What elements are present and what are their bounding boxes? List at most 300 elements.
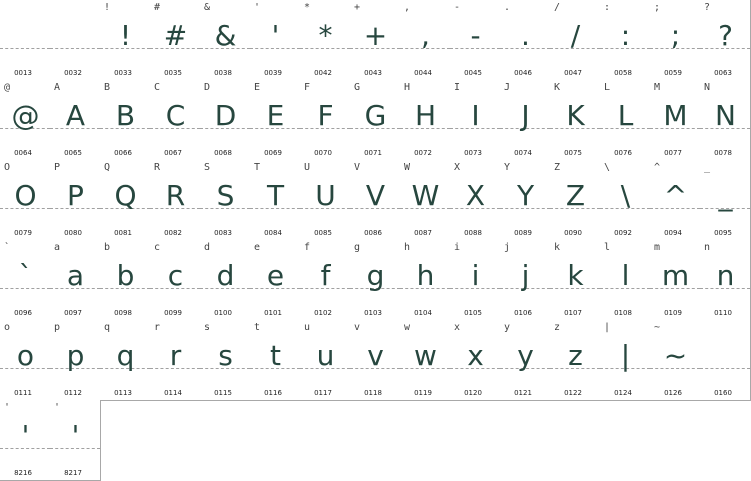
glyph-sample: u	[316, 339, 335, 372]
glyph-sample: h	[416, 259, 435, 292]
glyph-code: 0075	[564, 149, 582, 157]
glyph-code: 0071	[364, 149, 382, 157]
glyph-cell[interactable]	[300, 240, 351, 321]
glyph-sample: j	[521, 259, 530, 292]
glyph-cell[interactable]	[250, 160, 301, 241]
glyph-cell-label: w	[404, 322, 411, 333]
glyph-cell-label: |	[604, 322, 611, 333]
glyph-sample: q	[116, 339, 135, 372]
glyph-sample: r	[169, 339, 182, 372]
glyph-cell[interactable]	[100, 160, 151, 241]
glyph-cell[interactable]	[100, 240, 151, 321]
glyph-cell[interactable]	[200, 320, 251, 401]
glyph-sample: \	[620, 179, 631, 212]
glyph-cell[interactable]	[100, 0, 151, 81]
glyph-sample: F	[317, 99, 334, 132]
glyph-code: 0094	[664, 229, 682, 237]
glyph-code: 0089	[514, 229, 532, 237]
glyph-code: 8216	[14, 469, 32, 477]
glyph-cell[interactable]	[300, 320, 351, 401]
glyph-cell[interactable]	[450, 0, 501, 81]
glyph-cell[interactable]	[50, 400, 101, 481]
glyph-cell[interactable]	[500, 240, 551, 321]
glyph-cell-label: p	[54, 322, 61, 333]
glyph-code: 0069	[264, 149, 282, 157]
glyph-cell-label: &	[204, 2, 211, 13]
glyph-cell-label: ?	[704, 2, 711, 13]
glyph-sample: U	[315, 179, 336, 212]
glyph-cell-label: L	[604, 82, 611, 93]
glyph-cell[interactable]	[200, 240, 251, 321]
glyph-sample: &	[214, 19, 237, 52]
glyph-cell-label: :	[604, 2, 611, 13]
glyph-sample: a	[66, 259, 85, 292]
glyph-code: 0082	[164, 229, 182, 237]
glyph-cell[interactable]	[700, 160, 751, 241]
glyph-sample: `	[18, 259, 33, 292]
glyph-sample: R	[165, 179, 186, 212]
glyph-cell-label: `	[4, 242, 11, 253]
glyph-cell-label: y	[504, 322, 511, 333]
glyph-code: 0114	[164, 389, 182, 397]
glyph-code: 0046	[514, 69, 532, 77]
glyph-sample: @	[11, 99, 40, 132]
glyph-code: 0080	[64, 229, 82, 237]
glyph-code: 0068	[214, 149, 232, 157]
glyph-sample: V	[365, 179, 386, 212]
glyph-code: 0104	[414, 309, 432, 317]
glyph-sample	[50, 14, 101, 58]
glyph-cell-label: V	[354, 162, 361, 173]
glyph-sample: ,	[421, 19, 430, 52]
glyph-cell-label: z	[554, 322, 561, 333]
glyph-cell-label: b	[104, 242, 111, 253]
glyph-cell[interactable]	[500, 0, 551, 81]
glyph-code: 0097	[64, 309, 82, 317]
glyph-code: 0044	[414, 69, 432, 77]
glyph-sample: E	[266, 99, 285, 132]
glyph-sample: C	[165, 99, 186, 132]
glyph-cell[interactable]	[450, 80, 501, 161]
glyph-code: 0063	[714, 69, 732, 77]
glyph-code: 0115	[214, 389, 232, 397]
glyph-cell[interactable]	[250, 320, 301, 401]
glyph-code: 0073	[464, 149, 482, 157]
glyph-code: 0117	[314, 389, 332, 397]
glyph-cell-label: K	[554, 82, 561, 93]
glyph-code: 0119	[414, 389, 432, 397]
glyph-code: 0111	[14, 389, 32, 397]
glyph-sample: Z	[565, 179, 586, 212]
glyph-cell[interactable]	[550, 240, 601, 321]
glyph-code: 0045	[464, 69, 482, 77]
glyph-cell-label: .	[504, 2, 511, 13]
glyph-cell-label: T	[254, 162, 261, 173]
glyph-cell[interactable]	[400, 0, 451, 81]
glyph-cell[interactable]	[600, 240, 651, 321]
glyph-sample: w	[414, 339, 437, 372]
glyph-cell-label: H	[404, 82, 411, 93]
glyph-cell-label: @	[4, 82, 11, 93]
glyph-cell-label: t	[254, 322, 261, 333]
glyph-sample: ^	[663, 179, 688, 212]
glyph-sample: J	[521, 99, 530, 132]
glyph-cell[interactable]	[650, 240, 701, 321]
glyph-cell-label: D	[204, 82, 211, 93]
glyph-cell[interactable]	[0, 320, 51, 401]
glyph-code: 8217	[64, 469, 82, 477]
glyph-code: 0101	[264, 309, 282, 317]
glyph-code: 0122	[564, 389, 582, 397]
glyph-cell[interactable]	[350, 0, 401, 81]
glyph-code: 0106	[514, 309, 532, 317]
glyph-code: 0079	[14, 229, 32, 237]
glyph-cell[interactable]	[50, 80, 101, 161]
glyph-sample: n	[716, 259, 735, 292]
glyph-cell-label: O	[4, 162, 11, 173]
glyph-cell-label: n	[704, 242, 711, 253]
glyph-cell-label: ,	[404, 2, 411, 13]
glyph-cell[interactable]	[100, 80, 151, 161]
glyph-cell-label: j	[504, 242, 511, 253]
glyph-cell[interactable]	[550, 0, 601, 81]
glyph-sample: /	[570, 19, 581, 52]
glyph-sample: e	[266, 259, 285, 292]
glyph-sample: H	[414, 99, 437, 132]
glyph-cell-label: G	[354, 82, 361, 93]
glyph-cell[interactable]	[200, 160, 251, 241]
glyph-cell-label: N	[704, 82, 711, 93]
glyph-code: 0090	[564, 229, 582, 237]
glyph-code: 0110	[714, 309, 732, 317]
glyph-cell[interactable]	[650, 320, 701, 401]
glyph-sample	[0, 14, 51, 58]
glyph-cell[interactable]	[200, 0, 251, 81]
glyph-code: 0124	[614, 389, 632, 397]
glyph-cell-label: e	[254, 242, 261, 253]
glyph-cell-label: S	[204, 162, 211, 173]
glyph-sample: Y	[516, 179, 535, 212]
glyph-code: 0105	[464, 309, 482, 317]
glyph-cell-label: ~	[654, 322, 661, 333]
glyph-cell-label: '	[4, 402, 11, 413]
glyph-cell-label: P	[54, 162, 61, 173]
glyph-cell[interactable]	[0, 240, 51, 321]
glyph-cell-label: *	[304, 2, 311, 13]
glyph-cell[interactable]	[400, 320, 451, 401]
glyph-cell-label: /	[554, 2, 561, 13]
glyph-code: 0043	[364, 69, 382, 77]
glyph-sample: d	[216, 259, 235, 292]
glyph-code: 0070	[314, 149, 332, 157]
glyph-cell[interactable]	[150, 160, 201, 241]
glyph-code: 0087	[414, 229, 432, 237]
glyph-code: 0113	[114, 389, 132, 397]
glyph-cell-label: Y	[504, 162, 511, 173]
glyph-cell-label: v	[354, 322, 361, 333]
glyph-sample: y	[517, 339, 534, 372]
glyph-code: 0103	[364, 309, 382, 317]
glyph-sample: s	[218, 339, 233, 372]
glyph-cell-label: s	[204, 322, 211, 333]
glyph-code: 0107	[564, 309, 582, 317]
glyph-sample: .	[521, 19, 530, 52]
glyph-sample: z	[568, 339, 583, 372]
glyph-cell-label: k	[554, 242, 561, 253]
glyph-cell-label: B	[104, 82, 111, 93]
glyph-code: 0126	[664, 389, 682, 397]
glyph-code: 0088	[464, 229, 482, 237]
glyph-sample: x	[467, 339, 484, 372]
glyph-sample: ?	[718, 19, 733, 52]
glyph-cell[interactable]	[450, 160, 501, 241]
glyph-cell[interactable]	[350, 80, 401, 161]
glyph-code: 0058	[614, 69, 632, 77]
glyph-cell-label: ^	[654, 162, 661, 173]
glyph-code: 0077	[664, 149, 682, 157]
glyph-sample: ~	[663, 339, 688, 372]
glyph-sample: X	[465, 179, 486, 212]
glyph-code: 0081	[114, 229, 132, 237]
glyph-cell[interactable]	[650, 160, 701, 241]
glyph-sample: G	[364, 99, 387, 132]
glyph-sample: P	[67, 179, 84, 212]
glyph-cell[interactable]	[500, 160, 551, 241]
glyph-code: 0095	[714, 229, 732, 237]
glyph-code: 0109	[664, 309, 682, 317]
glyph-cell-label: #	[154, 2, 161, 13]
glyph-cell-label: q	[104, 322, 111, 333]
glyph-sample: _	[718, 179, 733, 212]
glyph-cell-label: W	[404, 162, 411, 173]
glyph-cell[interactable]	[450, 320, 501, 401]
glyph-code: 0116	[264, 389, 282, 397]
glyph-sample: Q	[114, 179, 137, 212]
glyph-sample: :	[620, 19, 631, 52]
glyph-cell-label: \	[604, 162, 611, 173]
glyph-cell-label: a	[54, 242, 61, 253]
glyph-code: 0100	[214, 309, 232, 317]
glyph-code: 0085	[314, 229, 332, 237]
glyph-cell[interactable]	[350, 320, 401, 401]
glyph-cell-label: X	[454, 162, 461, 173]
glyph-cell[interactable]	[50, 240, 101, 321]
glyph-code: 0074	[514, 149, 532, 157]
glyph-cell[interactable]	[400, 240, 451, 321]
glyph-cell-label: g	[354, 242, 361, 253]
glyph-code: 0076	[614, 149, 632, 157]
glyph-cell-label: J	[504, 82, 511, 93]
glyph-cell[interactable]	[650, 80, 701, 161]
glyph-cell-label: M	[654, 82, 661, 93]
glyph-sample: K	[566, 99, 585, 132]
glyph-sample: b	[116, 259, 135, 292]
glyph-cell[interactable]	[0, 0, 51, 81]
glyph-sample: T	[266, 179, 285, 212]
glyph-sample: L	[617, 99, 634, 132]
glyph-cell-label: A	[54, 82, 61, 93]
glyph-cell[interactable]	[400, 160, 451, 241]
glyph-cell-label: R	[154, 162, 161, 173]
glyph-cell[interactable]	[550, 80, 601, 161]
glyph-cell[interactable]	[150, 240, 201, 321]
glyph-cell[interactable]	[550, 160, 601, 241]
glyph-code: 0121	[514, 389, 532, 397]
glyph-code: 0066	[114, 149, 132, 157]
glyph-sample	[700, 334, 751, 378]
glyph-cell-label: F	[304, 82, 311, 93]
glyph-sample: M	[663, 99, 688, 132]
glyph-cell-label: l	[604, 242, 611, 253]
glyph-cell[interactable]	[0, 160, 51, 241]
glyph-sample: N	[715, 99, 736, 132]
glyph-code: 0098	[114, 309, 132, 317]
glyph-cell[interactable]	[600, 160, 651, 241]
glyph-code: 0118	[364, 389, 382, 397]
glyph-code: 0047	[564, 69, 582, 77]
glyph-code: 0039	[264, 69, 282, 77]
glyph-sample: |	[620, 339, 631, 372]
glyph-sample: I	[471, 99, 480, 132]
glyph-code: 0102	[314, 309, 332, 317]
glyph-sample: f	[320, 259, 331, 292]
glyph-code: 0013	[14, 69, 32, 77]
glyph-sample: W	[411, 179, 440, 212]
glyph-sample: '	[271, 19, 280, 52]
glyph-code: 0120	[464, 389, 482, 397]
glyph-cell-label: ;	[654, 2, 661, 13]
glyph-cell[interactable]	[700, 80, 751, 161]
glyph-code: 0112	[64, 389, 82, 397]
glyph-cell-label: d	[204, 242, 211, 253]
glyph-code: 0084	[264, 229, 282, 237]
glyph-cell[interactable]	[250, 240, 301, 321]
glyph-code: 0078	[714, 149, 732, 157]
glyph-cell[interactable]	[650, 0, 701, 81]
glyph-cell-label: h	[404, 242, 411, 253]
glyph-cell[interactable]	[150, 80, 201, 161]
glyph-sample: m	[661, 259, 690, 292]
glyph-sample: '	[21, 419, 30, 452]
glyph-cell[interactable]	[700, 240, 751, 321]
glyph-sample: S	[216, 179, 235, 212]
glyph-cell-label: Q	[104, 162, 111, 173]
glyph-sample: l	[621, 259, 630, 292]
glyph-cell[interactable]	[250, 0, 301, 81]
glyph-cell[interactable]	[400, 80, 451, 161]
glyph-code: 0042	[314, 69, 332, 77]
glyph-cell[interactable]	[150, 320, 201, 401]
glyph-cell[interactable]	[50, 160, 101, 241]
glyph-cell[interactable]	[350, 160, 401, 241]
glyph-cell[interactable]	[300, 0, 351, 81]
glyph-cell[interactable]	[500, 80, 551, 161]
glyph-cell-label: o	[4, 322, 11, 333]
glyph-code: 0033	[114, 69, 132, 77]
glyph-code: 0072	[414, 149, 432, 157]
glyph-cell[interactable]	[550, 320, 601, 401]
glyph-cell-label: U	[304, 162, 311, 173]
glyph-code: 0096	[14, 309, 32, 317]
glyph-cell-label: '	[254, 2, 261, 13]
glyph-cell-label: '	[54, 402, 61, 413]
glyph-cell[interactable]	[50, 0, 101, 81]
glyph-cell[interactable]	[250, 80, 301, 161]
glyph-cell[interactable]	[600, 320, 651, 401]
glyph-cell[interactable]	[500, 320, 551, 401]
glyph-cell-label: I	[454, 82, 461, 93]
glyph-sample: #	[163, 19, 188, 52]
glyph-sample: i	[471, 259, 480, 292]
glyph-code: 0064	[14, 149, 32, 157]
glyph-cell[interactable]	[600, 80, 651, 161]
glyph-sample: *	[318, 19, 333, 52]
glyph-sample: +	[363, 19, 388, 52]
glyph-cell-label: i	[454, 242, 461, 253]
glyph-code: 0108	[614, 309, 632, 317]
glyph-cell[interactable]	[350, 240, 401, 321]
glyph-sample: D	[214, 99, 237, 132]
glyph-cell-label: +	[354, 2, 361, 13]
glyph-code: 0099	[164, 309, 182, 317]
glyph-code: 0067	[164, 149, 182, 157]
glyph-cell[interactable]	[700, 0, 751, 81]
glyph-cell-label: f	[304, 242, 311, 253]
glyph-sample: k	[567, 259, 584, 292]
glyph-code: 0160	[714, 389, 732, 397]
glyph-code: 0032	[64, 69, 82, 77]
glyph-sample: '	[71, 419, 80, 452]
glyph-cell-label: u	[304, 322, 311, 333]
glyph-sample: O	[14, 179, 37, 212]
glyph-cell[interactable]	[300, 160, 351, 241]
glyph-cell[interactable]	[300, 80, 351, 161]
glyph-sample: p	[66, 339, 85, 372]
glyph-code: 0065	[64, 149, 82, 157]
glyph-code: 0086	[364, 229, 382, 237]
glyph-code: 0083	[214, 229, 232, 237]
glyph-cell[interactable]	[450, 240, 501, 321]
glyph-cell-label: r	[154, 322, 161, 333]
glyph-cell-label: !	[104, 2, 111, 13]
glyph-code: 0035	[164, 69, 182, 77]
glyph-cell[interactable]	[0, 80, 51, 161]
glyph-sample: !	[119, 19, 132, 52]
glyph-sample: v	[367, 339, 384, 372]
glyph-code: 0092	[614, 229, 632, 237]
glyph-cell-label: -	[454, 2, 461, 13]
glyph-sample: A	[65, 99, 86, 132]
glyph-code: 0038	[214, 69, 232, 77]
glyph-sample: ;	[670, 19, 681, 52]
glyph-cell-label: m	[654, 242, 661, 253]
glyph-sample: c	[167, 259, 184, 292]
glyph-cell[interactable]	[50, 320, 101, 401]
glyph-cell-label: x	[454, 322, 461, 333]
glyph-cell-label: _	[704, 162, 711, 173]
glyph-cell[interactable]	[600, 0, 651, 81]
glyph-cell[interactable]	[200, 80, 251, 161]
glyph-cell[interactable]	[0, 400, 51, 481]
glyph-cell[interactable]	[100, 320, 151, 401]
glyph-code: 0059	[664, 69, 682, 77]
glyph-cell-label: E	[254, 82, 261, 93]
glyph-sample: g	[366, 259, 385, 292]
glyph-cell[interactable]	[150, 0, 201, 81]
glyph-cell[interactable]	[700, 320, 751, 401]
glyph-sample: -	[470, 19, 481, 52]
glyph-sample: B	[115, 99, 136, 132]
